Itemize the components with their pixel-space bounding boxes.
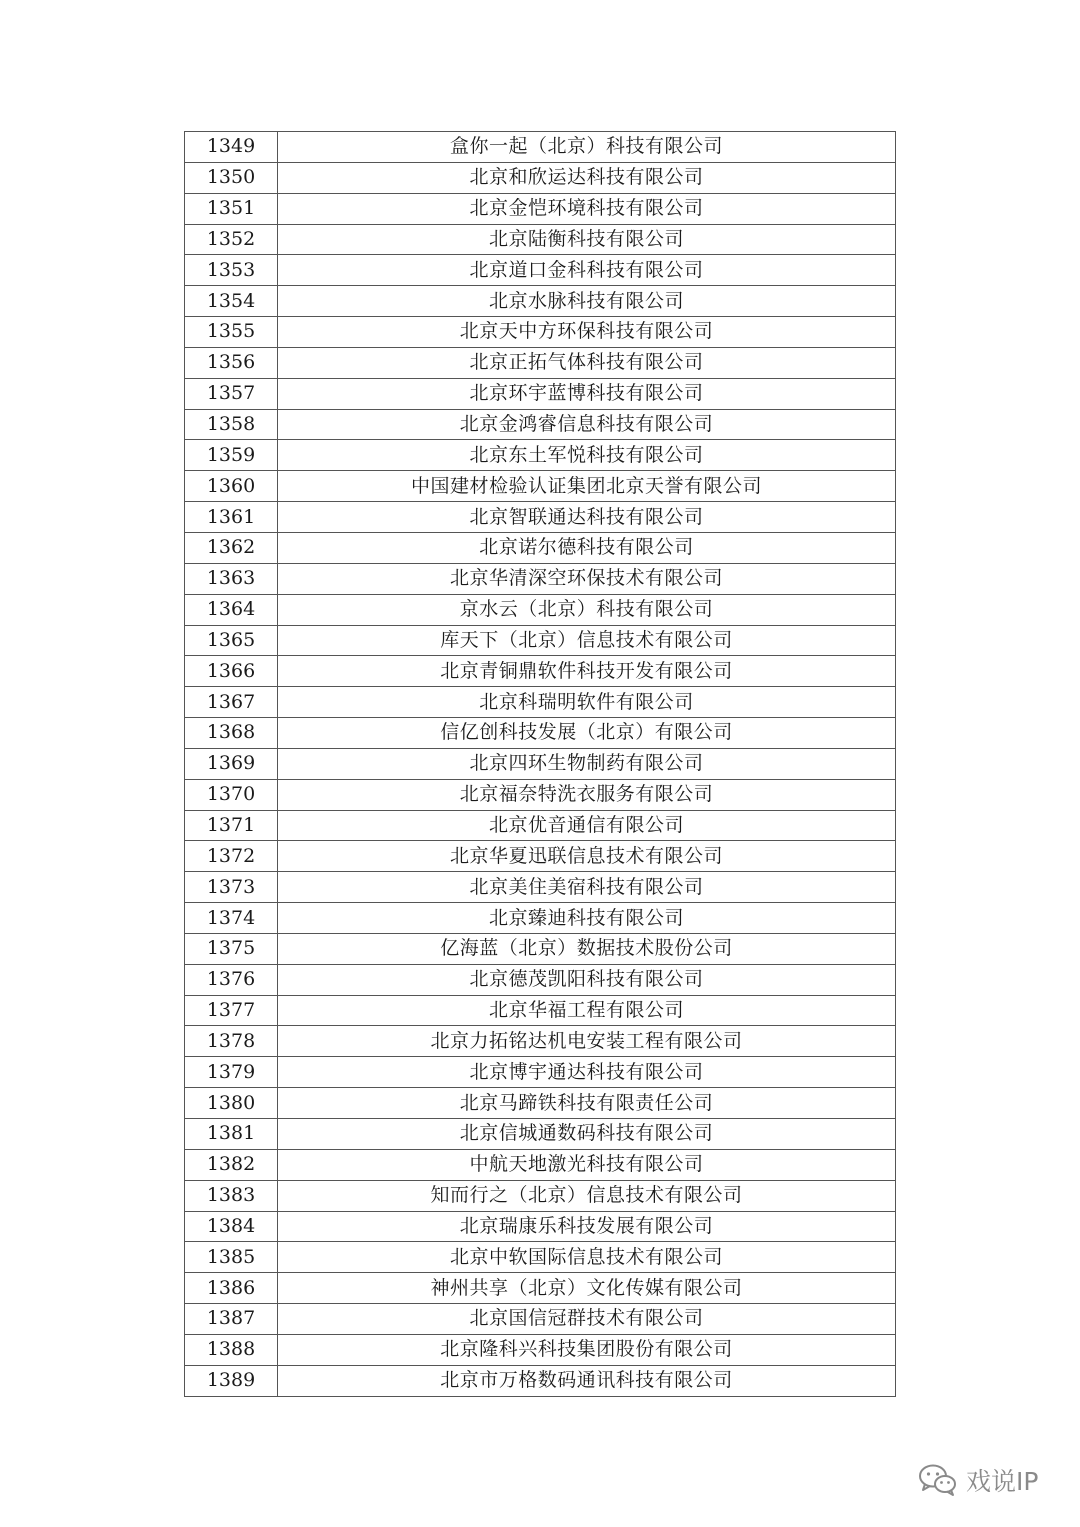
table-row [185, 594, 896, 625]
table-row [185, 1149, 896, 1180]
row-number: 1389 [185, 1365, 278, 1396]
row-number: 1384 [185, 1211, 278, 1242]
table-row [185, 1365, 896, 1396]
table-row [185, 1273, 896, 1304]
table-row [185, 872, 896, 903]
row-number: 1371 [185, 810, 278, 841]
row-number: 1378 [185, 1026, 278, 1057]
row-number: 1382 [185, 1149, 278, 1180]
company-name: 北京青铜鼎软件科技开发有限公司 [278, 656, 896, 687]
row-number: 1358 [185, 409, 278, 440]
company-name: 北京四环生物制药有限公司 [278, 748, 896, 779]
table-row [185, 471, 896, 502]
company-name: 北京博宇通达科技有限公司 [278, 1057, 896, 1088]
company-name: 北京环宇蓝博科技有限公司 [278, 378, 896, 409]
company-name: 库天下（北京）信息技术有限公司 [278, 625, 896, 656]
table-row [185, 132, 896, 163]
row-number: 1386 [185, 1273, 278, 1304]
company-name: 北京力拓铭达机电安装工程有限公司 [278, 1026, 896, 1057]
row-number: 1370 [185, 779, 278, 810]
table-row [185, 841, 896, 872]
company-name: 北京华清深空环保技术有限公司 [278, 563, 896, 594]
company-name: 北京马蹄铁科技有限责任公司 [278, 1088, 896, 1119]
table-row [185, 903, 896, 934]
row-number: 1357 [185, 378, 278, 409]
table-row [185, 378, 896, 409]
company-name: 北京华福工程有限公司 [278, 995, 896, 1026]
table-row [185, 532, 896, 563]
table-row [185, 964, 896, 995]
table-row [185, 502, 896, 533]
company-name: 北京福奈特洗衣服务有限公司 [278, 779, 896, 810]
company-name: 北京华夏迅联信息技术有限公司 [278, 841, 896, 872]
row-number: 1373 [185, 872, 278, 903]
company-name: 北京陆衡科技有限公司 [278, 224, 896, 255]
row-number: 1354 [185, 286, 278, 317]
row-number: 1372 [185, 841, 278, 872]
row-number: 1367 [185, 687, 278, 718]
row-number: 1353 [185, 255, 278, 286]
table-row [185, 779, 896, 810]
row-number: 1362 [185, 532, 278, 563]
table-row [185, 687, 896, 718]
row-number: 1381 [185, 1119, 278, 1150]
table-row [185, 1057, 896, 1088]
row-number: 1369 [185, 748, 278, 779]
row-number: 1388 [185, 1334, 278, 1365]
table-row [185, 718, 896, 749]
row-number: 1352 [185, 224, 278, 255]
table-row [185, 440, 896, 471]
table-row [185, 1026, 896, 1057]
wechat-watermark [918, 1460, 1038, 1500]
company-name: 北京臻迪科技有限公司 [278, 903, 896, 934]
company-name: 北京国信冠群技术有限公司 [278, 1304, 896, 1335]
table-row [185, 162, 896, 193]
row-number: 1364 [185, 594, 278, 625]
row-number: 1360 [185, 471, 278, 502]
table-row [185, 347, 896, 378]
table-row [185, 748, 896, 779]
company-name: 北京金鸿睿信息科技有限公司 [278, 409, 896, 440]
table-row [185, 563, 896, 594]
table-row [185, 1180, 896, 1211]
row-number: 1385 [185, 1242, 278, 1273]
company-name: 中国建材检验认证集团北京天誉有限公司 [278, 471, 896, 502]
row-number: 1377 [185, 995, 278, 1026]
table-row [185, 1334, 896, 1365]
table-row [185, 810, 896, 841]
table-row [185, 1242, 896, 1273]
row-number: 1380 [185, 1088, 278, 1119]
table-row [185, 1304, 896, 1335]
table-row [185, 995, 896, 1026]
company-name: 北京东土军悦科技有限公司 [278, 440, 896, 471]
table-row [185, 1211, 896, 1242]
row-number: 1375 [185, 933, 278, 964]
company-name: 知而行之（北京）信息技术有限公司 [278, 1180, 896, 1211]
company-name: 北京市万格数码通讯科技有限公司 [278, 1365, 896, 1396]
table-row [185, 193, 896, 224]
company-name: 北京德茂凯阳科技有限公司 [278, 964, 896, 995]
company-name: 北京道口金科科技有限公司 [278, 255, 896, 286]
company-name: 北京和欣运达科技有限公司 [278, 162, 896, 193]
row-number: 1387 [185, 1304, 278, 1335]
table-row [185, 317, 896, 348]
watermark-text: 戏说IP [966, 1467, 1039, 1496]
row-number: 1365 [185, 625, 278, 656]
table-row [185, 656, 896, 687]
company-name: 神州共享（北京）文化传媒有限公司 [278, 1273, 896, 1304]
table-row [185, 409, 896, 440]
company-name: 北京优音通信有限公司 [278, 810, 896, 841]
table-row [185, 1088, 896, 1119]
row-number: 1355 [185, 317, 278, 348]
company-name: 亿海蓝（北京）数据技术股份公司 [278, 933, 896, 964]
table-row [185, 625, 896, 656]
company-name: 北京正拓气体科技有限公司 [278, 347, 896, 378]
company-name: 北京美住美宿科技有限公司 [278, 872, 896, 903]
row-number: 1363 [185, 563, 278, 594]
company-list-table [184, 131, 896, 1397]
table-row [185, 933, 896, 964]
company-name: 北京天中方环保科技有限公司 [278, 317, 896, 348]
row-number: 1356 [185, 347, 278, 378]
table-row [185, 1119, 896, 1150]
table-row [185, 286, 896, 317]
row-number: 1366 [185, 656, 278, 687]
row-number: 1359 [185, 440, 278, 471]
company-name: 北京信城通数码科技有限公司 [278, 1119, 896, 1150]
wechat-icon [918, 1463, 958, 1497]
company-name: 京水云（北京）科技有限公司 [278, 594, 896, 625]
company-name: 北京诺尔德科技有限公司 [278, 532, 896, 563]
company-name: 北京科瑞明软件有限公司 [278, 687, 896, 718]
company-name: 北京金恺环境科技有限公司 [278, 193, 896, 224]
company-name: 信亿创科技发展（北京）有限公司 [278, 718, 896, 749]
table-row [185, 255, 896, 286]
company-name: 北京水脉科技有限公司 [278, 286, 896, 317]
row-number: 1383 [185, 1180, 278, 1211]
row-number: 1379 [185, 1057, 278, 1088]
row-number: 1351 [185, 193, 278, 224]
company-list-body [185, 132, 896, 1397]
row-number: 1361 [185, 502, 278, 533]
row-number: 1374 [185, 903, 278, 934]
company-name: 北京瑞康乐科技发展有限公司 [278, 1211, 896, 1242]
company-name: 北京中软国际信息技术有限公司 [278, 1242, 896, 1273]
row-number: 1349 [185, 132, 278, 163]
company-name: 中航天地激光科技有限公司 [278, 1149, 896, 1180]
row-number: 1368 [185, 718, 278, 749]
company-name: 北京智联通达科技有限公司 [278, 502, 896, 533]
row-number: 1376 [185, 964, 278, 995]
company-name: 北京隆科兴科技集团股份有限公司 [278, 1334, 896, 1365]
company-name: 盒你一起（北京）科技有限公司 [278, 132, 896, 163]
table-row [185, 224, 896, 255]
row-number: 1350 [185, 162, 278, 193]
